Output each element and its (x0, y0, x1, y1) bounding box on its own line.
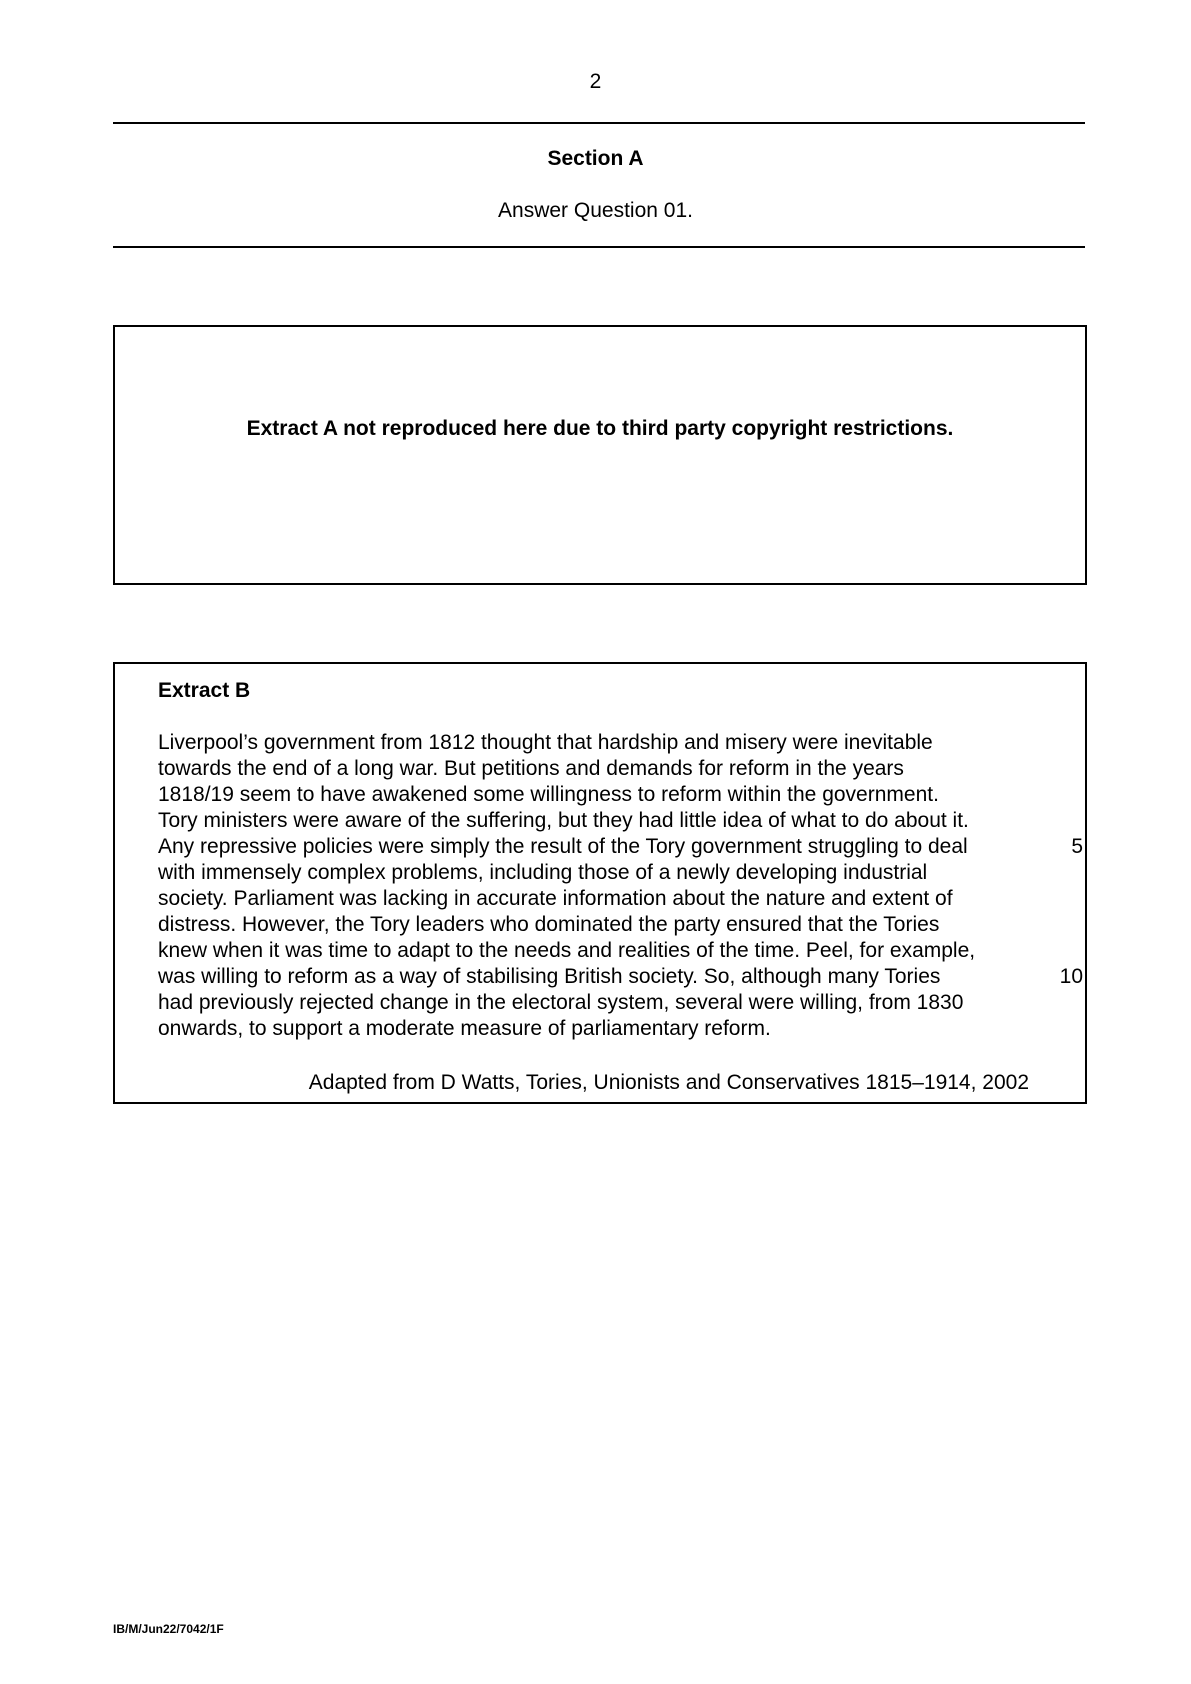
extract-line (158, 730, 1058, 756)
extract-line (158, 938, 1058, 964)
extract-line (158, 990, 1058, 1016)
extract-line (158, 756, 1058, 782)
line-number-10: 10 (1059, 965, 1083, 988)
extract-line (158, 964, 1083, 990)
section-title: Section A (547, 147, 644, 170)
extract-line-text: Liverpool’s government from 1812 thought that hardship and misery were inevitable (158, 731, 933, 754)
extract-line-text: Tory ministers were aware of the suffering, but they had little idea of what to do about it. (158, 809, 969, 832)
extract-line (158, 834, 1083, 860)
extract-line-text: towards the end of a long war. But petitions and demands for reform in the years (158, 757, 904, 780)
extract-line (158, 1016, 1058, 1042)
extract-line (158, 782, 1058, 808)
extract-b-source: Adapted from D Watts, Tories, Unionists and Conservatives 1815–1914, 2002 (308, 1071, 1029, 1094)
page-number: 2 (589, 70, 602, 93)
top-divider (113, 122, 1085, 124)
extract-line-text: 1818/19 seem to have awakened some willingness to reform within the government. (158, 783, 939, 806)
extract-line (158, 886, 1058, 912)
footer-document-code: IB/M/Jun22/7042/1F (113, 1622, 224, 1636)
extract-line-text: knew when it was time to adapt to the needs and realities of the time. Peel, for example, (158, 939, 976, 962)
extract-line-text: onwards, to support a moderate measure of parliamentary reform. (158, 1017, 771, 1040)
extract-b-text (158, 730, 1083, 1042)
extract-line-text: had previously rejected change in the electoral system, several were willing, from 1830 (158, 991, 964, 1014)
bottom-divider (113, 246, 1085, 248)
extract-line (158, 912, 1058, 938)
extract-b-title: Extract B (158, 679, 251, 702)
extract-line-text: was willing to reform as a way of stabilising British society. So, although many Tories (158, 965, 941, 988)
extract-line (158, 860, 1058, 886)
line-number-5: 5 (1071, 835, 1083, 858)
section-instruction: Answer Question 01. (498, 199, 693, 222)
extract-b-box (113, 662, 1087, 1104)
extract-line (158, 808, 1058, 834)
extract-a-copyright-notice: Extract A not reproduced here due to third party copyright restrictions. (246, 417, 954, 440)
extract-line-text: distress. However, the Tory leaders who dominated the party ensured that the Tories (158, 913, 940, 936)
extract-line-text: with immensely complex problems, including those of a newly developing industrial (158, 861, 928, 884)
extract-line-text: society. Parliament was lacking in accurate information about the nature and extent of (158, 887, 953, 910)
extract-line-text: Any repressive policies were simply the result of the Tory government struggling to deal (158, 835, 968, 858)
extract-a-box (113, 325, 1087, 585)
